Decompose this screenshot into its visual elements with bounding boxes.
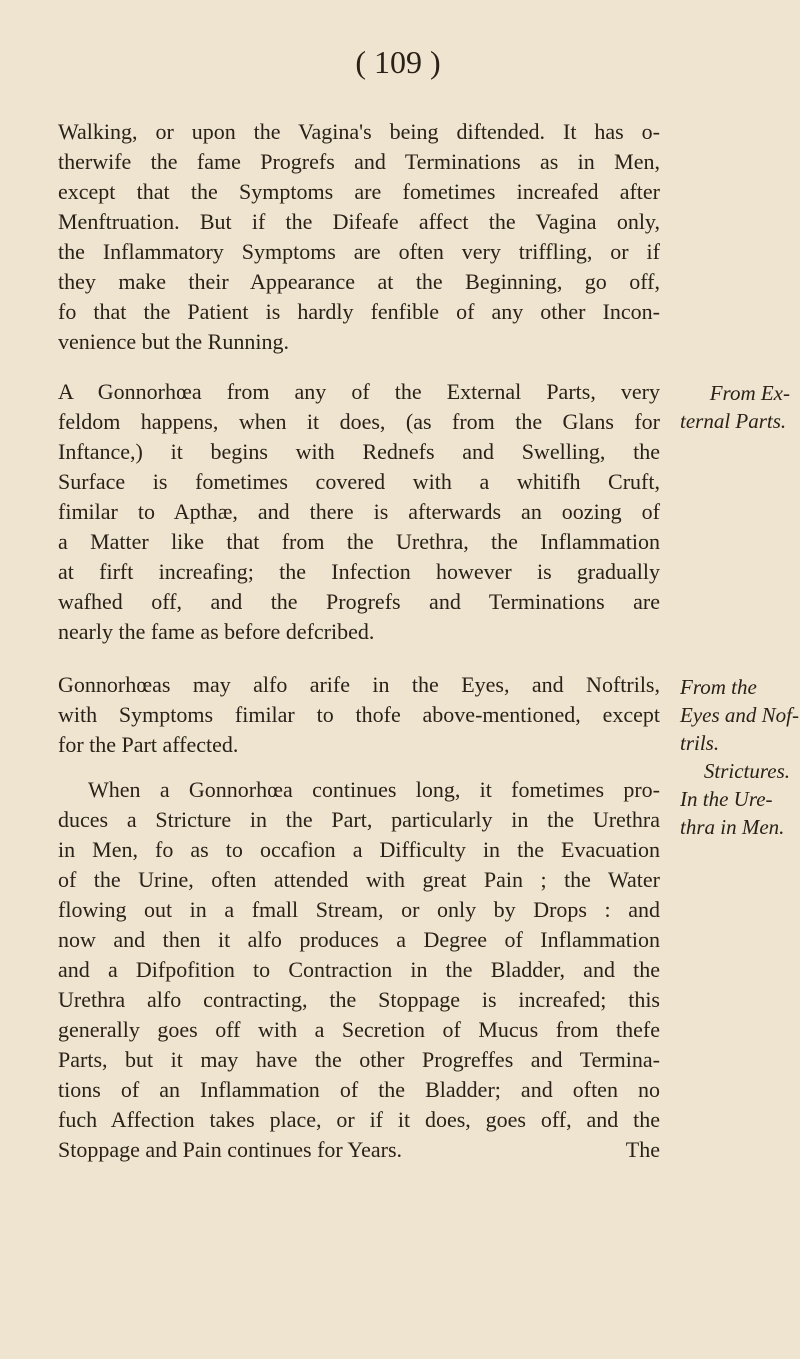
text-line: generally goes off with a Secretion of Mucus from thefe (58, 1017, 660, 1042)
paragraph-continuation (58, 117, 660, 357)
margin-note-line: Eyes and Nof- (680, 703, 799, 727)
text-line: except that the Symptoms are fometimes increafed after (58, 179, 660, 204)
margin-note-strictures (680, 757, 796, 841)
text-line: When a Gonnorhœa continues long, it fometimes pro- (88, 777, 660, 802)
text-line: duces a Stricture in the Part, particularly in the Urethra (58, 807, 660, 832)
text-line: Menftruation. But if the Difeafe affect the Vagina only, (58, 209, 660, 234)
margin-note-line: From the (680, 675, 757, 699)
text-line: Walking, or upon the Vagina's being diftended. It has o- (58, 119, 660, 144)
paragraph-strictures (58, 775, 660, 1165)
text-line: of the Urine, often attended with great Pain ; the Water (58, 867, 660, 892)
margin-note-line: ternal Parts. (680, 409, 787, 433)
text-line: fimilar to Apthæ, and there is afterwards an oozing of (58, 499, 660, 524)
text-line: nearly the fame as before defcribed. (58, 619, 375, 644)
margin-note-line: thra in Men. (680, 815, 785, 839)
text-line: with Symptoms fimilar to thofe above-mentioned, except (58, 702, 660, 727)
margin-note-line: In the Ure- (680, 787, 773, 811)
text-line: at firft increafing; the Infection however is gradually (58, 559, 660, 584)
text-line: venience but the Running. (58, 329, 289, 354)
text-line: now and then it alfo produces a Degree of Inflammation (58, 927, 660, 952)
margin-note-eyes-nostrils (680, 673, 799, 757)
text-line: Urethra alfo contracting, the Stoppage is increafed; this (58, 987, 660, 1012)
text-line: Gonnorhœas may alfo arife in the Eyes, and Noftrils, (58, 672, 660, 697)
text-line: fuch Affection takes place, or if it does, goes off, and the (58, 1107, 660, 1132)
text-line: flowing out in a fmall Stream, or only by Drops : and (58, 897, 660, 922)
text-line: fo that the Patient is hardly fenfible of any other Incon- (58, 299, 660, 324)
text-line: therwife the fame Progrefs and Terminations as in Men, (58, 149, 660, 174)
last-line-with-catchword (58, 1135, 660, 1165)
text-line: Surface is fometimes covered with a whitifh Cruft, (58, 469, 660, 494)
text-line: in Men, fo as to occafion a Difficulty in the Evacuation (58, 837, 660, 862)
text-line: wafhed off, and the Progrefs and Terminations are (58, 589, 660, 614)
text-line: A Gonnorhœa from any of the External Parts, very (58, 379, 660, 404)
paragraph-eyes-nostrils (58, 670, 660, 760)
text-line: a Matter like that from the Urethra, the Inflammation (58, 529, 660, 554)
margin-note-line: trils. (680, 731, 720, 755)
text-line: Stoppage and Pain continues for Years. (58, 1137, 403, 1162)
text-line: and a Difpofition to Contraction in the Bladder, and the (58, 957, 660, 982)
margin-note-heading: Strictures. (703, 759, 790, 783)
margin-note-external-parts (680, 379, 796, 435)
text-line: tions of an Inflammation of the Bladder; and often no (58, 1077, 660, 1102)
text-line: Inftance,) it begins with Rednefs and Swelling, the (58, 439, 660, 464)
page-number: ( 109 ) (355, 44, 441, 80)
text-line: the Inflammatory Symptoms are often very triffling, or if (58, 239, 660, 264)
text-line: for the Part affected. (58, 732, 239, 757)
paragraph-external-parts (58, 377, 660, 647)
text-line: they make their Appearance at the Beginning, go off, (58, 269, 660, 294)
margin-note-line: From Ex- (709, 381, 790, 405)
text-line: feldom happens, when it does, (as from the Glans for (58, 409, 660, 434)
text-line: Parts, but it may have the other Progreffes and Termina- (58, 1047, 660, 1072)
catchword: The (625, 1137, 660, 1162)
